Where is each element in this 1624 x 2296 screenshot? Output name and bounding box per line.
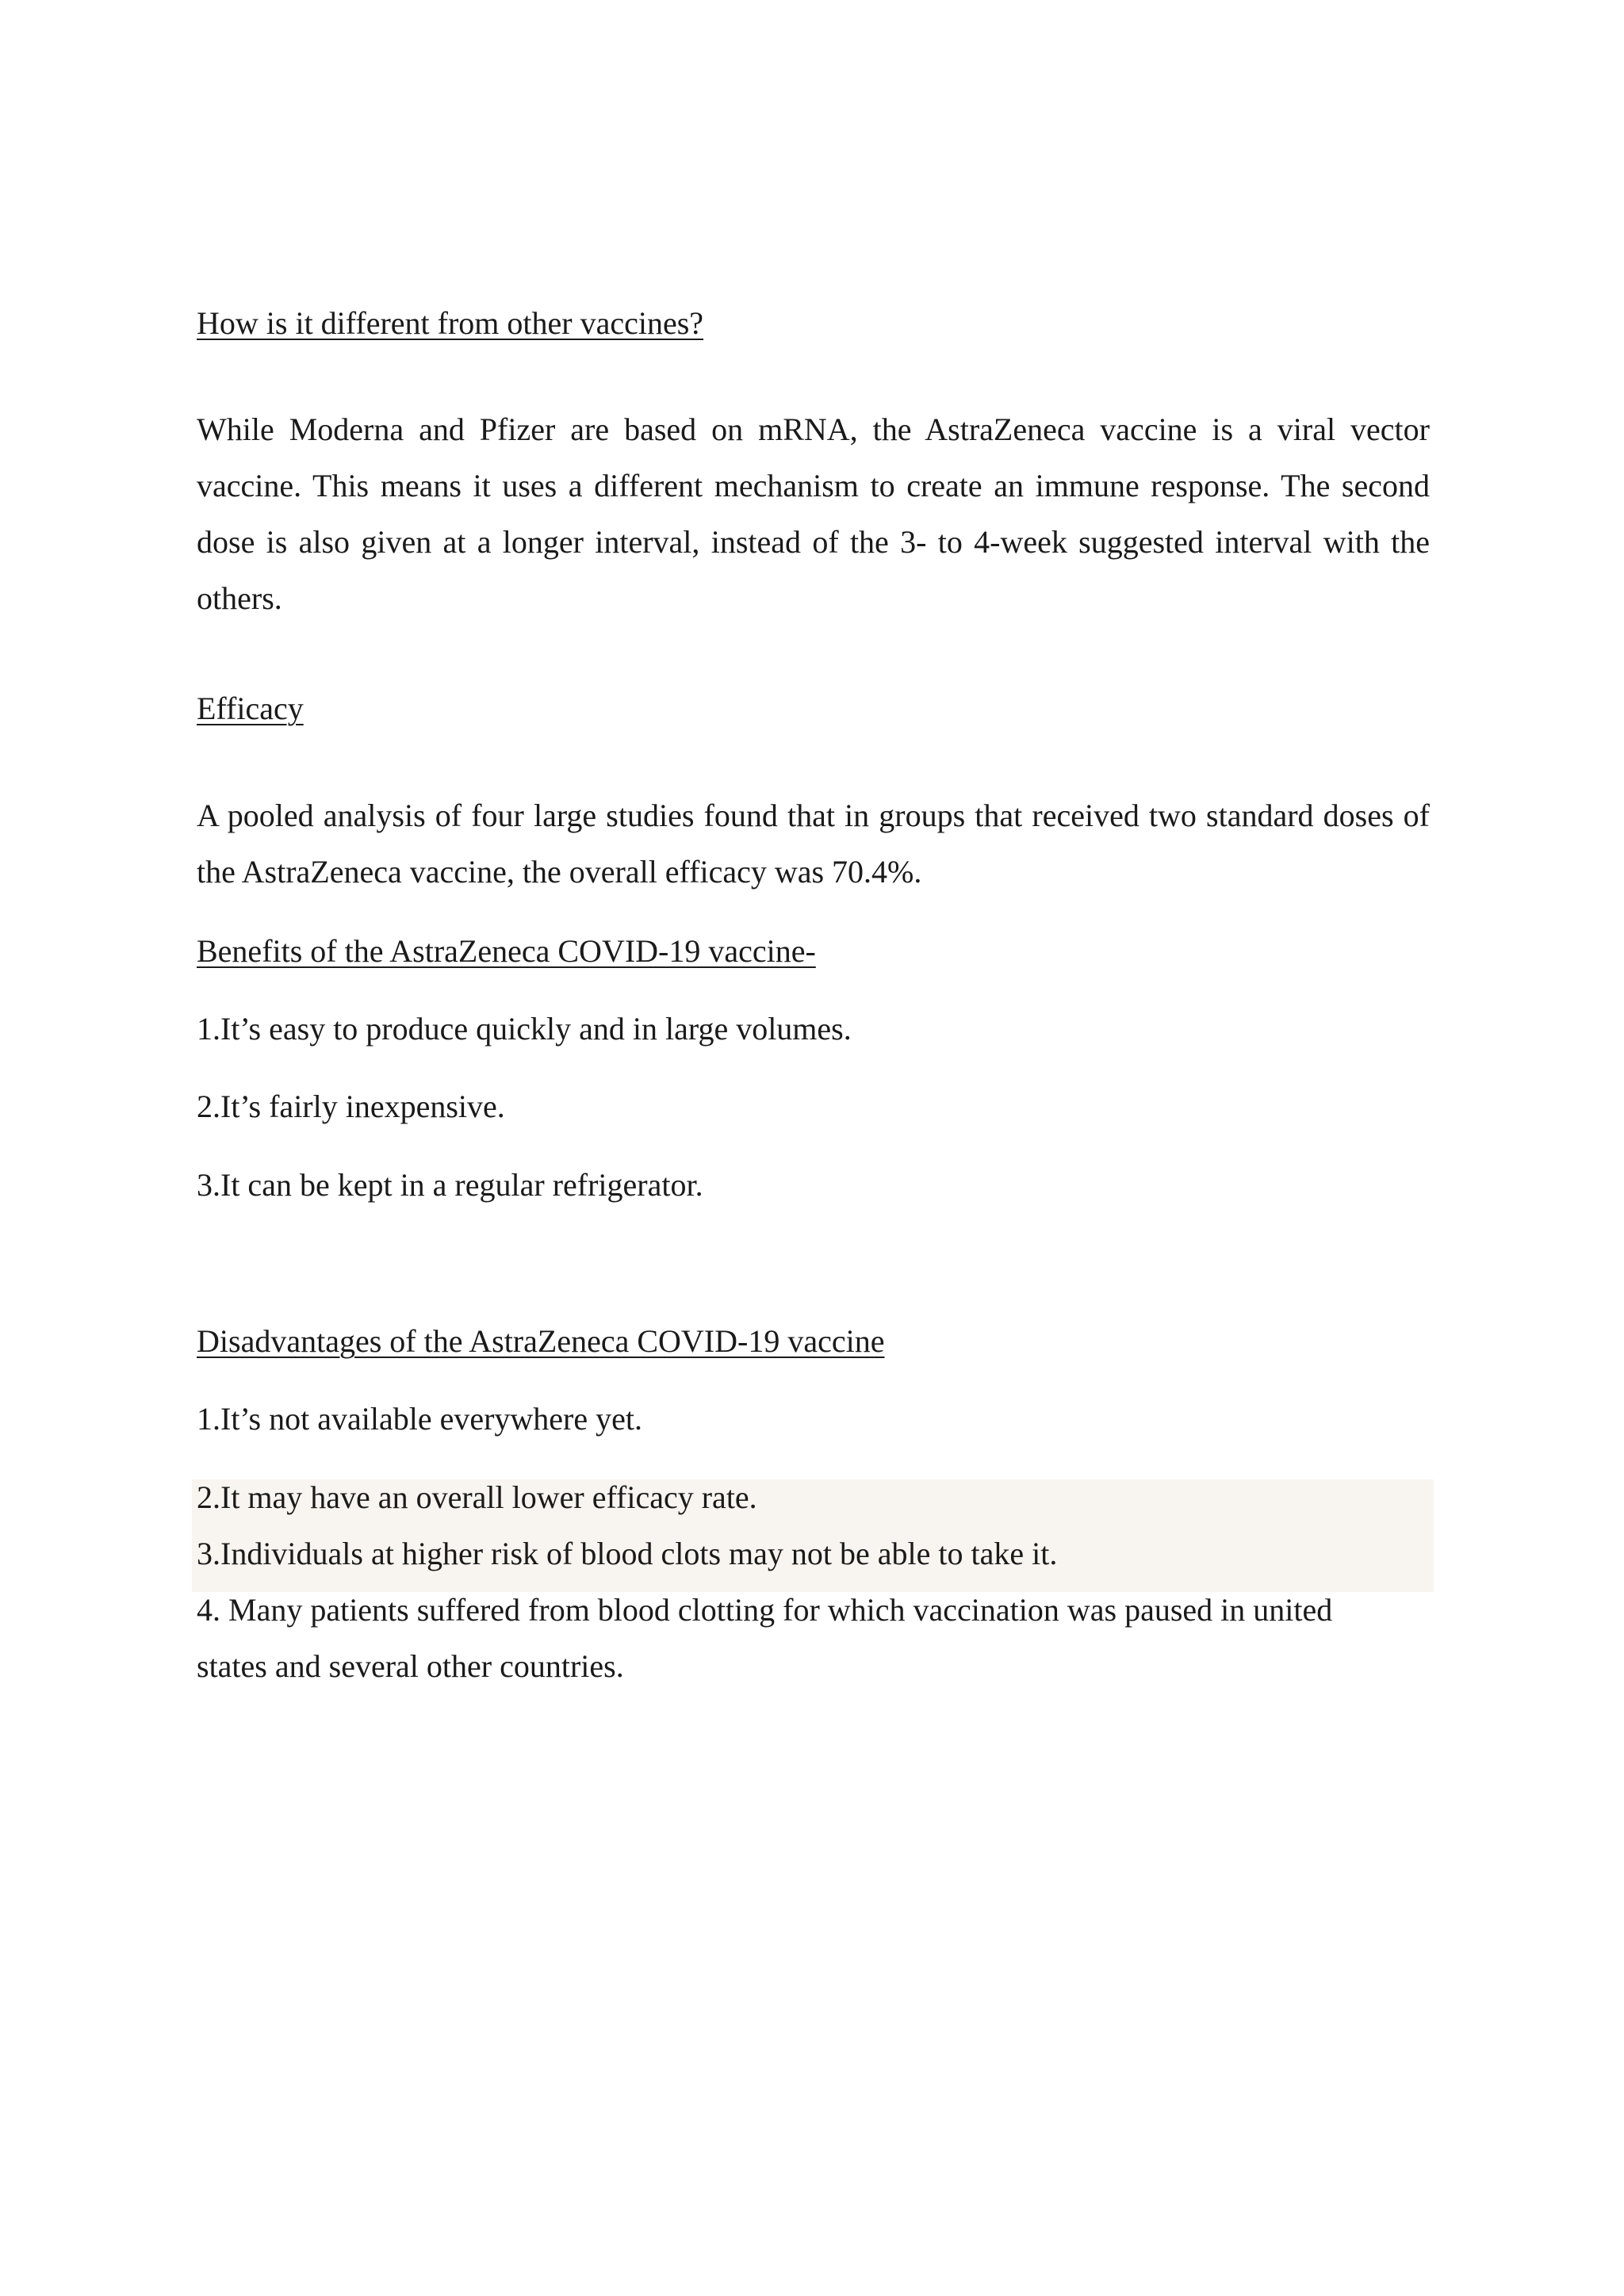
paragraph-efficacy: A pooled analysis of four large studies found that in groups that received two standard doses of the AstraZeneca vaccine, the overall efficacy was 70.4%. [197, 798, 1430, 890]
paragraph-how-different: While Moderna and Pfizer are based on mRNA, the AstraZeneca vaccine is a viral vector vaccine. This means it uses a different mechanism to create an immune response. The second dose is also given at a longer interval, instead of the 3- to 4-week suggested interval with the others. [197, 411, 1430, 616]
disadvantage-item-2: 2.It may have an overall lower efficacy rate. [197, 1479, 757, 1515]
heading-disadvantages: Disadvantages of the AstraZeneca COVID-19 vaccine [197, 1323, 885, 1359]
heading-efficacy: Efficacy [197, 691, 304, 726]
heading-benefits: Benefits of the AstraZeneca COVID-19 vaccine- [197, 933, 816, 969]
disadvantage-item-3: 3.Individuals at higher risk of blood clots may not be able to take it. [197, 1536, 1058, 1571]
disadvantage-item-4: 4. Many patients suffered from blood clotting for which vaccination was paused in united states and several other countries. [197, 1592, 1333, 1684]
benefit-item-1: 1.It’s easy to produce quickly and in large volumes. [197, 1011, 852, 1047]
benefit-item-3: 3.It can be kept in a regular refrigerator. [197, 1167, 703, 1203]
heading-how-different: How is it different from other vaccines? [197, 305, 704, 341]
benefit-item-2: 2.It’s fairly inexpensive. [197, 1089, 505, 1124]
disadvantage-item-1: 1.It’s not available everywhere yet. [197, 1401, 642, 1437]
